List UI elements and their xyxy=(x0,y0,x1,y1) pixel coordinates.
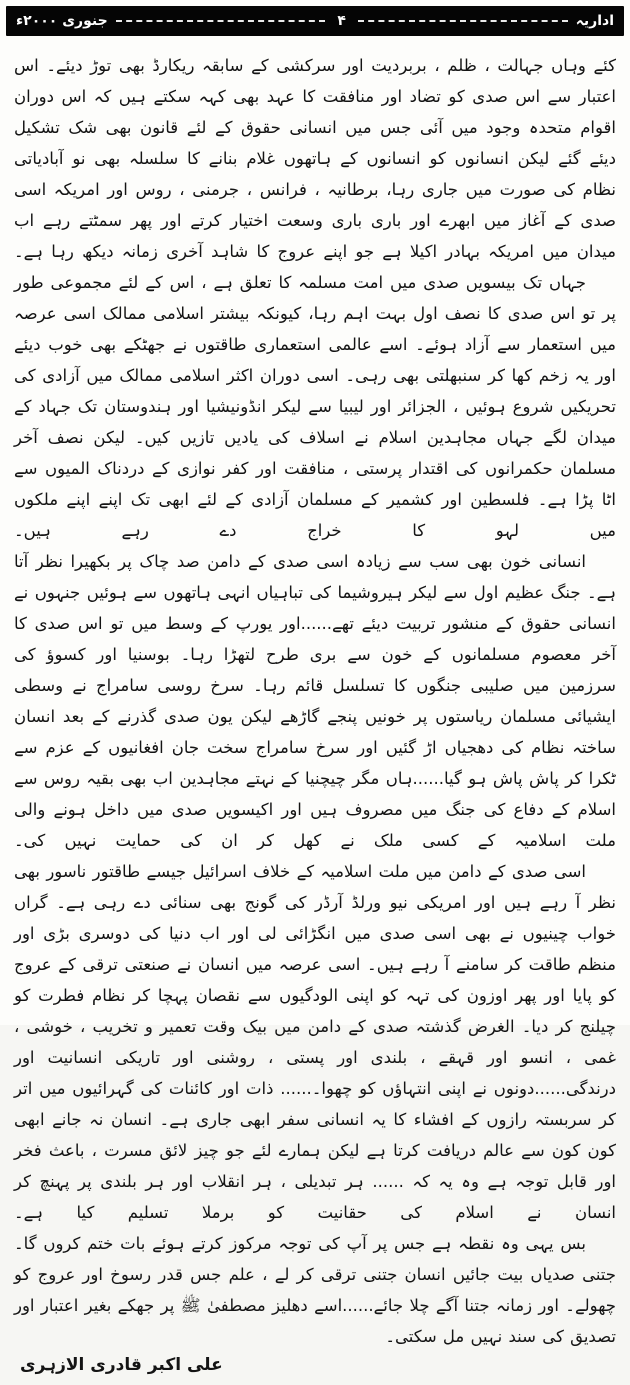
paragraph-2: جہاں تک بیسویں صدی میں امت مسلمہ کا تعلق ہے ، اس کے لئے مجموعی طور پر تو اس صدی کا نصف اول بہت اہم رہا، کیونکہ بیشتر اسلامی ممالک اسی عرصہ میں استعمار سے آزاد ہوئے۔ اسے عالمی استعماری طاقتوں نے جھٹکے بھی خوب دیئے اور یہ زخم کھا کر سنبھلتی بھی رہی۔ اسی دوران اکثر اسلامی ممالک میں آزادی کی تحریکیں شروع ہوئیں ، الجزائر اور لیبیا سے لیکر انڈونیشیا اور ہندوستان تک جہاد کے میدان لگے جہاں مجاہدین اسلام نے اسلاف کی یادیں تازیں کیں۔ لیکن نصف آخر مسلمان حکمرانوں کی اقتدار پرستی ، منافقت اور کفر نوازی کے دردناک المیوں سے اٹا پڑا ہے۔ فلسطین اور کشمیر کے مسلمان آزادی کے لئے ابھی تک اپنے اپنے ملکوں میں لہو کا خراج دے رہے ہیں۔ xyxy=(14,273,616,540)
paragraph-5: بس یہی وہ نقطہ ہے جس پر آپ کی توجہ مرکوز کرتے ہوئے بات ختم کروں گا۔ جتنی صدیاں بیت جائیں انسان جتنی ترقی کر لے ، علم جس قدر رسوخ اور عروج کو چھولے۔ اور زمانہ جتنا آگے چلا جائے......اسے دھلیز مصطفیٰ ﷺ پر جھکے بغیر اعتبار اور تصدیق کی سند نہیں مل سکتی۔ xyxy=(14,1234,616,1346)
paragraph-1: کئے وہاں جہالت ، ظلم ، بربردیت اور سرکشی کے سابقہ ریکارڈ بھی توڑ دیئے۔ اس اعتبار سے اس صدی کو تضاد اور منافقت کا عہد بھی کہہ سکتے ہیں کہ اس دوران اقوام متحدہ وجود میں آئی جس میں انسانی حقوق کے لئے قانون بھی شک تشکیل دیئے گئے لیکن انسانوں کو انسانوں کے ہاتھوں غلام بنانے کا سلسلہ بھی نو آبادیاتی نظام کی صورت میں جاری رہا، برطانیہ ، فرانس ، جرمنی ، روس اور امریکہ اسی صدی کے آغاز میں ابھرے اور باری باری وسعت اختیار کرتے اور پھر سمٹتے رہے اب میدان میں امریکہ بہادر اکیلا ہے جو اپنے عروج کا شاہد آخری زمانہ دیکھ رہا ہے۔ xyxy=(14,56,616,261)
paragraph-4: اسی صدی کے دامن میں ملت اسلامیہ کے خلاف اسرائیل جیسے طاقتور ناسور بھی نظر آ رہے ہیں اور امریکی نیو ورلڈ آرڈر کی گونج بھی سنائی دے رہی ہے۔ گراں خواب چینیوں نے بھی اسی صدی میں انگڑائی لی اور اب دنیا کی دوسری بڑی اور منظم طاقت کر سامنے آ رہے ہیں۔ اسی عرصہ میں انسان نے صنعتی ترقی کے عروج کو پایا اور پھر اوزون کی تہہ کو اپنی الودگیوں سے نقصان پہچا کر نظام فطرت کو چیلنج کر دیا۔ الغرض گذشتہ صدی کے دامن میں بیک وقت تعمیر و تخریب ، خوشی ، غمی ، انسو اور قہقے ، بلندی اور پستی ، روشنی اور تاریکی انسانیت اور درندگی......دونوں نے اپنی انتہاؤں کو چھوا۔...... ذات اور کائنات کی گہرائیوں میں اتر کر سربستہ رازوں کے افشاء کا یہ انسانی سفر ابھی جاری ہے۔ انسان نہ جانے ابھی کون کون سے عالم دریافت کرتا ہے لیکن ہمارے لئے جو چیز لائق مسرت ، باعث فخر اور قابل توجہ ہے وہ یہ کہ ...... ہر تبدیلی ، ہر انقلاب اور ہر بلندی پر پہنچ کر انسان نے اسلام کی حقانیت کو برملا تسلیم کیا ہے۔ xyxy=(14,862,616,1222)
paragraph-3: انسانی خون بھی سب سے زیادہ اسی صدی کے دامن صد چاک پر بکھیرا نظر آتا ہے۔ جنگ عظیم اول سے لیکر ہیروشیما کی تباہیاں انہی ہاتھوں سے ہوئیں جنہوں نے انسانی حقوق کے منشور تربیت دیئے تھے......اور یورپ کے وسط میں تو اس صدی کا آخر معصوم مسلمانوں کے خون سے بری طرح لتھڑا رہا۔ بوسنیا اور کسوؤ کی سرزمین میں صلیبی جنگوں کا تسلسل قائم رہا۔ سرخ روسی سامراج نے وسطی ایشیائی مسلمان ریاستوں پر خونیں پنجے گاڑھے لیکن یون صدی گذرنے کے بعد انسان ساختہ نظام کی دھجیاں اڑ گئیں اور سرخ سامراج سخت جان افغانیوں کے عزم سے ٹکرا کر پاش پاش ہو گیا......ہاں مگر چیچنیا کے نہتے مجاہدین اب بھی بقیہ روس سے اسلام کے دفاع کی جنگ میں مصروف ہیں اور اکیسویں صدی میں داخل ہونے والی ملت اسلامیہ کے کسی ملک نے کھل کر ان کی حمایت نہیں کی۔ xyxy=(14,552,616,850)
dash-separator xyxy=(358,20,568,22)
author-signature: علی اکبر قادری الازہری xyxy=(20,1355,223,1375)
page-number: ۴ xyxy=(337,13,346,29)
dash-separator xyxy=(116,20,326,22)
article-body xyxy=(6,36,624,1352)
header-bar xyxy=(6,6,624,36)
section-label: اداریہ xyxy=(575,13,614,29)
signature-row xyxy=(6,1352,624,1385)
issue-date: جنوری ۲۰۰۰ء xyxy=(15,13,108,29)
